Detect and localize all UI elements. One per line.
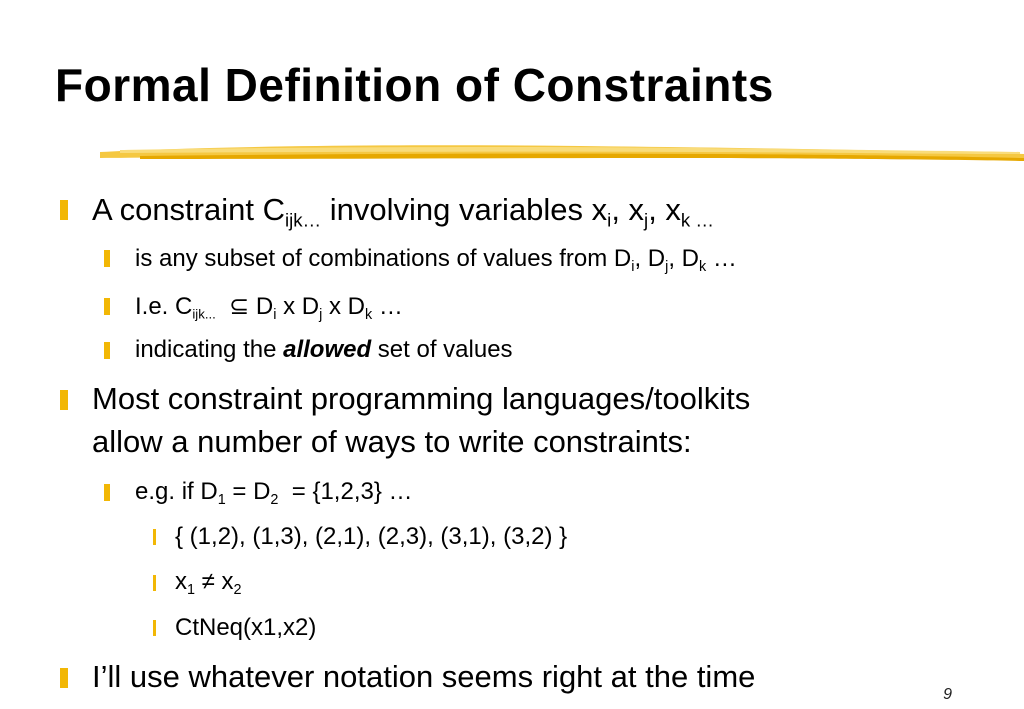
text: set of values [371, 336, 513, 363]
emphasis-text: allowed [283, 336, 372, 363]
subscript: j [644, 209, 649, 231]
bullet-marker-icon [60, 390, 68, 410]
subscript: 1 [217, 492, 226, 509]
subscript: j [665, 259, 669, 276]
sub-sub-bullet-ctneq: CtNeq(x1,x2) [175, 614, 317, 641]
page-number: 9 [943, 686, 952, 703]
text: I.e. C [135, 293, 193, 320]
sub-bullet-marker-icon [104, 298, 110, 315]
subscript: i [273, 307, 277, 324]
sub-sub-bullet-marker-icon [153, 575, 156, 591]
subscript: k [365, 307, 373, 324]
text: , D [634, 245, 666, 272]
subscript: i [607, 209, 612, 231]
sub-sub-bullet-marker-icon [153, 620, 156, 636]
text: is any subset of combinations of values from D [135, 245, 632, 272]
subscript: i [631, 259, 635, 276]
text: ≠ x [195, 568, 234, 595]
sub-sub-bullet-marker-icon [153, 529, 156, 545]
subscript: k [698, 259, 707, 276]
text: indicating the [135, 336, 284, 363]
sub-sub-bullet-tuples: { (1,2), (1,3), (2,1), (2,3), (3,1), (3,2) } [175, 523, 568, 550]
text: , x [648, 192, 681, 227]
bullet-languages-line2: allow a number of ways to write constraints: [92, 424, 692, 459]
subscript: 2 [270, 492, 279, 509]
bullet-notation: I’ll use whatever notation seems right at the time [92, 659, 756, 694]
sub-bullet-marker-icon [104, 342, 110, 359]
text: = {1,2,3} … [278, 478, 413, 505]
subscript: 1 [187, 582, 196, 599]
bullet-marker-icon [60, 200, 68, 220]
text: x D [322, 293, 366, 320]
text: x [175, 568, 187, 595]
subscript: 2 [233, 582, 242, 599]
text: … [372, 293, 403, 320]
text: involving variables x [321, 192, 608, 227]
subscript: j [319, 307, 323, 324]
bullet-languages-line1: Most constraint programming languages/toolkits [92, 381, 751, 416]
text: , x [611, 192, 645, 227]
bullet-marker-icon [60, 668, 68, 688]
subscript: ijk... [192, 306, 216, 322]
text: , D [668, 245, 699, 272]
sub-sub-bullet-inequality [175, 568, 242, 599]
subscript: ijk… [284, 209, 322, 231]
sub-bullet-marker-icon [104, 484, 110, 501]
bullet-constraint-definition [92, 192, 714, 231]
subscript: k … [680, 209, 714, 231]
slide-title: Formal Definition of Constraints [55, 59, 774, 111]
text: x D [276, 293, 320, 320]
sub-bullet-example [135, 478, 413, 509]
text: ⊆ D [215, 293, 274, 320]
text: e.g. if D [135, 478, 218, 505]
sub-bullet-subset [135, 245, 737, 276]
text: = D [225, 478, 271, 505]
sub-bullet-allowed [135, 336, 513, 364]
text: … [706, 245, 737, 272]
sub-bullet-marker-icon [104, 250, 110, 267]
sub-bullet-ie [135, 292, 403, 324]
text: A constraint C [92, 192, 285, 227]
